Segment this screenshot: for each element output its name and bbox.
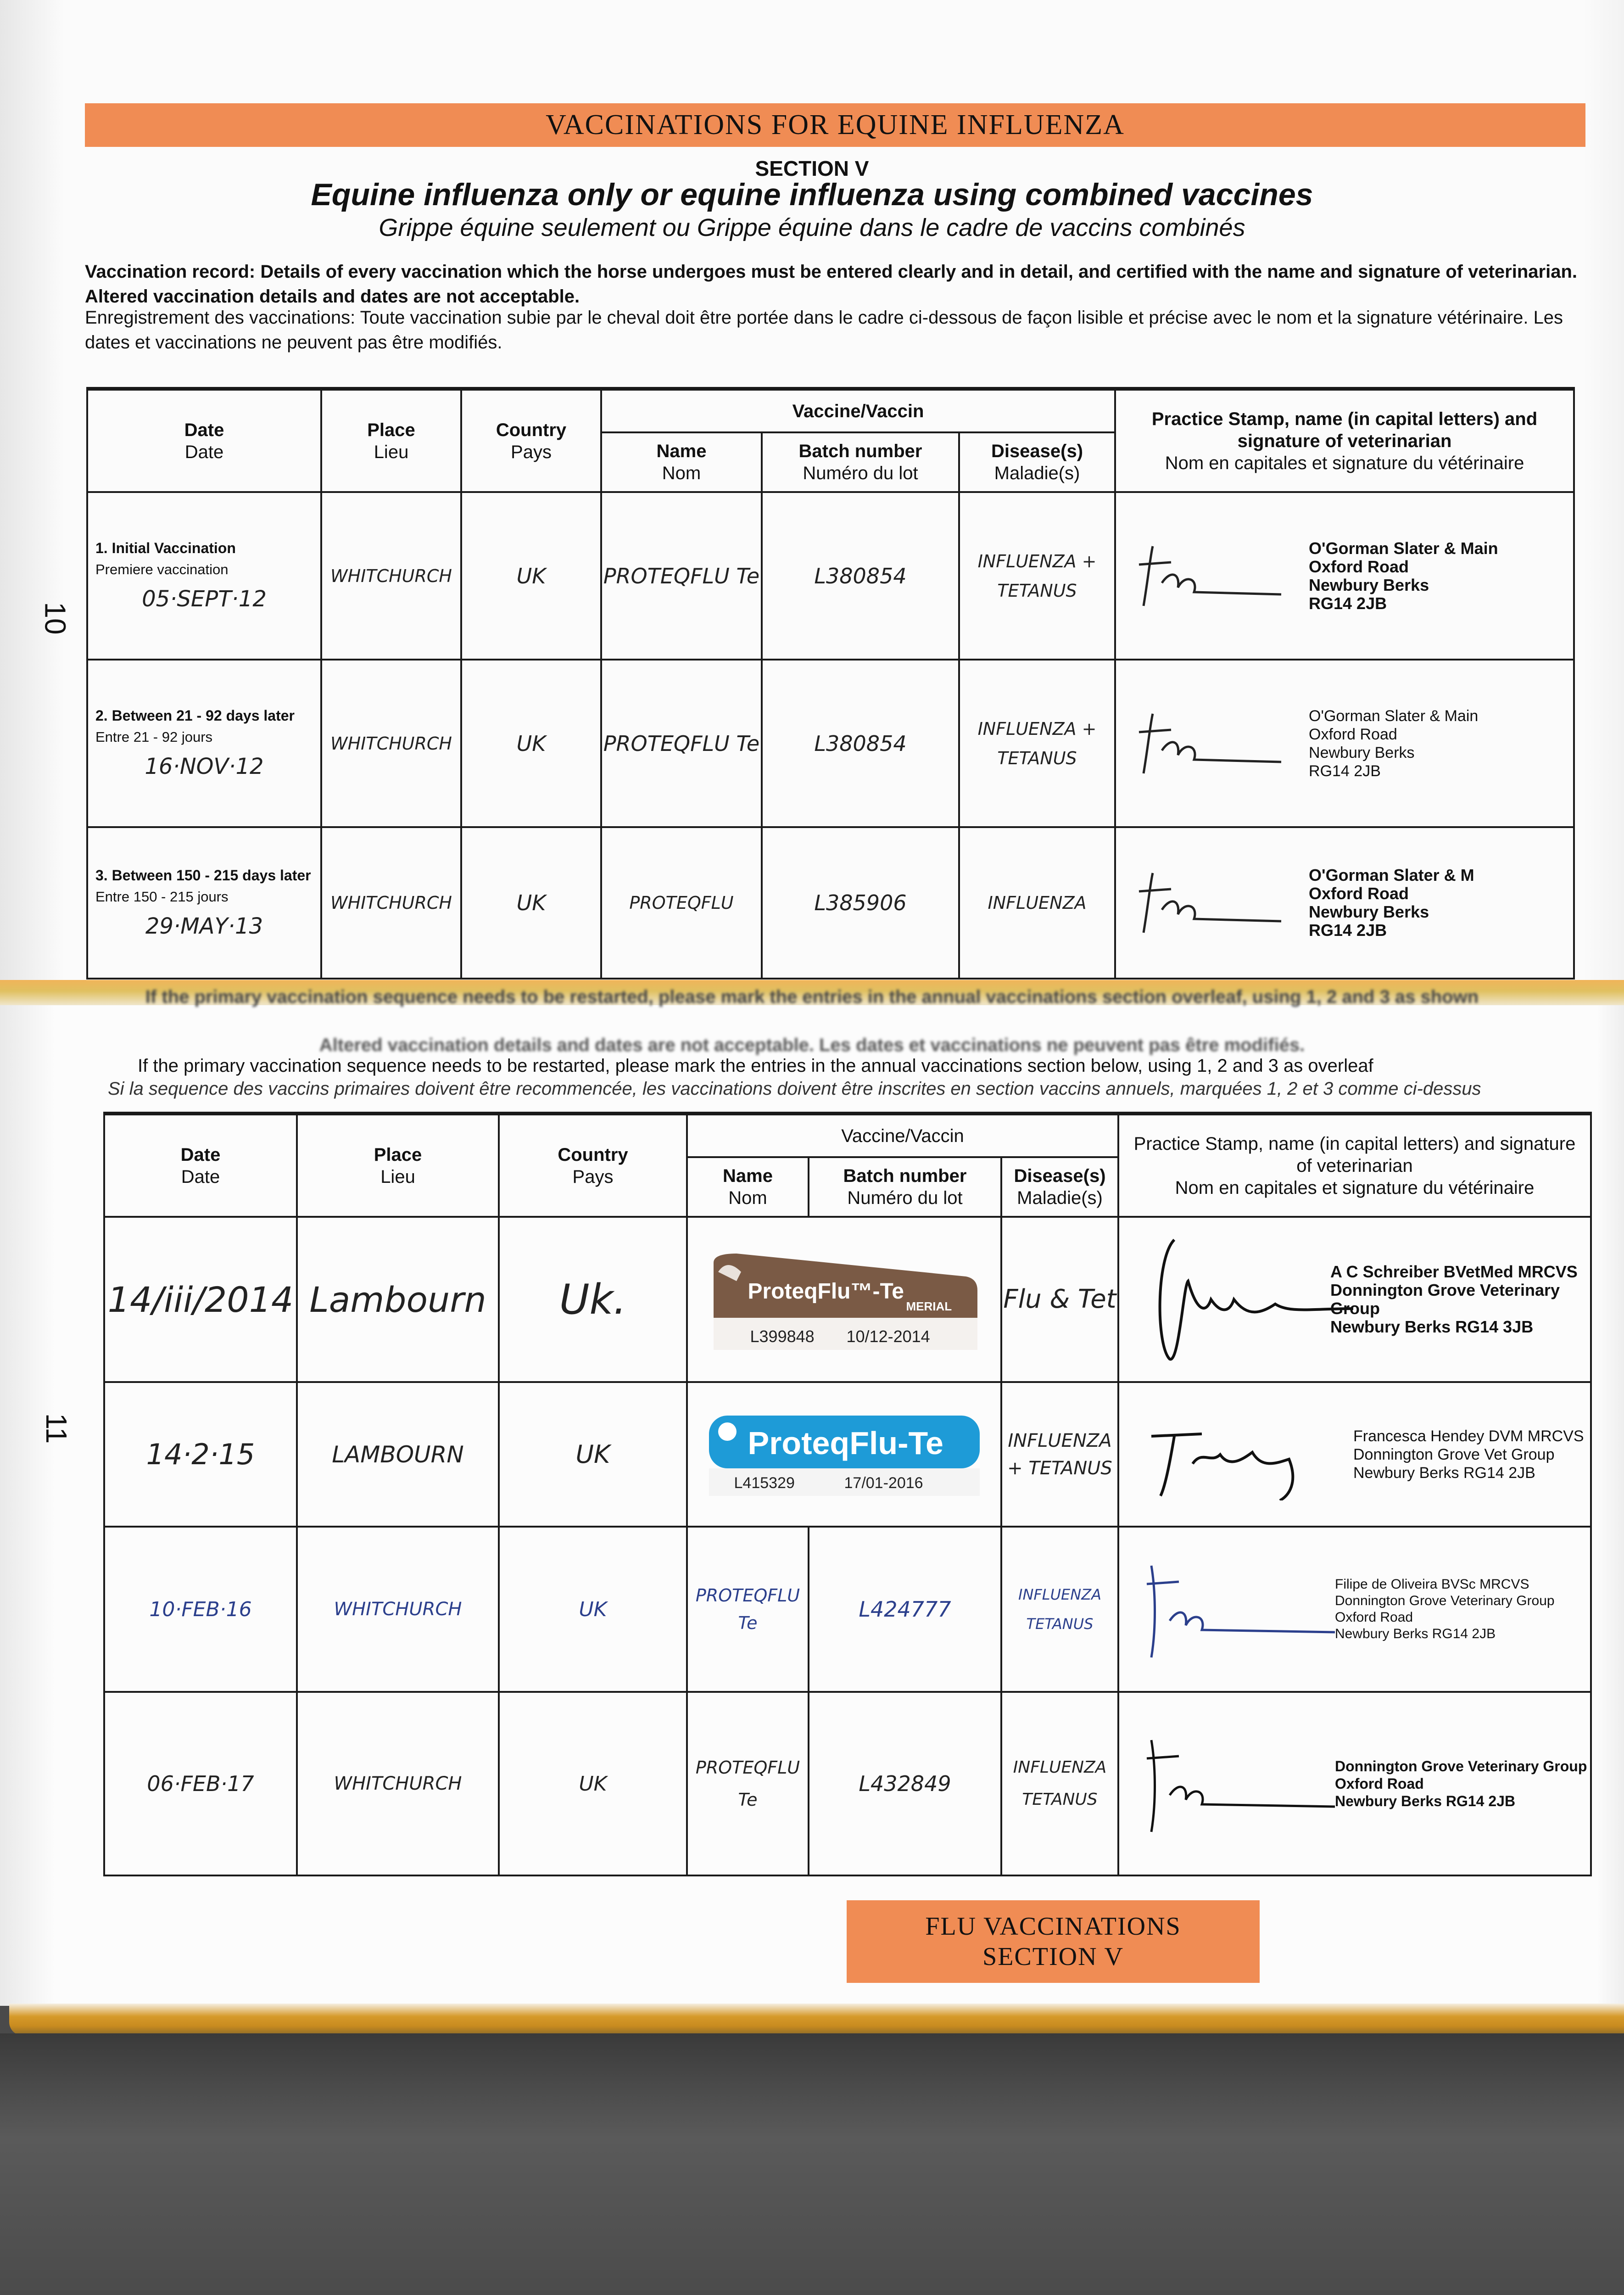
section-heading: SECTION V [755,157,869,180]
table-row [87,492,1574,660]
date-cell [87,492,321,660]
disease-cell: Flu & Tet [1001,1217,1118,1382]
vaccination-date: 29·MAY·13 [145,913,263,939]
sticker-brand: ProteqFlu™-Te [748,1279,904,1304]
vaccine-batch-sticker [709,1249,980,1350]
batch-cell: L432849 [809,1692,1001,1875]
row-sublabel: Premiere vaccination [95,561,229,577]
restart-instructions-en: If the primary vaccination sequence needs to be restarted, please mark the entries in the annual vaccinations section below, using 1, 2 and 3 as overleaf [138,1056,1373,1076]
record-instructions-fr: Enregistrement des vaccinations: Toute vaccination subie par le cheval doit être portée dans le cadre ci-dessous de façon lisible et précise avec le nom et la signature vétérinaire. Les dates et vaccinations ne peuvent pas être modifiés. [85,308,1563,353]
section-footer-banner [847,1900,1260,1983]
disease-cell: INFLUENZA + TETANUS [1001,1382,1118,1527]
table-row [87,660,1574,827]
annual-vaccination-table [103,1112,1592,1876]
sticker-exp: 10/12-2014 [846,1327,930,1346]
page-number: 11 [40,1413,73,1444]
vaccine-name-cell: PROTEQFLU [601,827,762,979]
practice-stamp: Filipe de Oliveira BVSc MRCVS Donnington Grove Veterinary Group Oxford Road Newbury Berks RG14 2JB [1335,1577,1555,1641]
disease-cell: INFLUENZA [959,827,1115,979]
vet-signature [1138,1731,1339,1836]
practice-stamp: O'Gorman Slater & Main Oxford Road Newbury Berks RG14 2JB [1309,538,1498,613]
practice-cell [1118,1527,1591,1692]
col-place: Place Lieu [297,1114,499,1217]
place-cell: WHITCHURCH [321,660,461,827]
vaccination-date: 14/iii/2014 [104,1217,297,1382]
practice-stamp: O'Gorman Slater & M Oxford Road Newbury Berks RG14 2JB [1309,866,1474,940]
col-country: Country Pays [499,1114,687,1217]
table-row [104,1527,1591,1692]
date-cell [87,660,321,827]
col-vaccine: Vaccine/Vaccin [687,1114,1118,1157]
country-cell: UK [461,660,601,827]
page-number: 10 [39,602,72,635]
row-label: 2. Between 21 - 92 days later [95,707,295,724]
row-label: 3. Between 150 - 215 days later [95,867,311,884]
practice-stamp: O'Gorman Slater & Main Oxford Road Newbury Berks RG14 2JB [1309,707,1479,780]
disease-cell: INFLUENZA + TETANUS [959,660,1115,827]
sticker-lot: L415329 [734,1474,795,1492]
vaccination-date: 16·NOV·12 [145,754,264,779]
section-banner: VACCINATIONS FOR EQUINE INFLUENZA [85,103,1585,147]
footer-banner-line2: SECTION V [982,1942,1124,1971]
vaccination-date: 10·FEB·16 [104,1527,297,1692]
row-sublabel: Entre 150 - 215 jours [95,888,229,905]
col-disease: Disease(s) Maladie(s) [959,432,1115,492]
country-cell: UK [499,1692,687,1875]
bleed-through-text: If the primary vaccination sequence needs to be restarted, please mark the entries in the annual vaccinations section overleaf, using 1, 2 and 3 as shown [145,987,1479,1007]
place-cell: LAMBOURN [297,1382,499,1527]
col-place: Place Lieu [321,389,461,492]
place-cell: WHITCHURCH [297,1527,499,1692]
page-10 [0,0,1624,1005]
col-date: Date Date [104,1114,297,1217]
table-row [87,827,1574,979]
country-cell: UK [499,1382,687,1527]
vaccine-sticker-cell [687,1217,1001,1382]
batch-cell: L424777 [809,1527,1001,1692]
vet-signature [1138,1231,1358,1368]
primary-vaccination-table [86,387,1575,980]
vaccine-sticker-cell [687,1382,1001,1527]
vaccine-name-cell: PROTEQFLU Te [687,1692,809,1875]
vaccine-batch-sticker [707,1413,982,1496]
vaccine-name-cell: PROTEQFLU Te [601,660,762,827]
disease-cell: INFLUENZA TETANUS [1001,1692,1118,1875]
col-date: Date Date [87,389,321,492]
col-practice: Practice Stamp, name (in capital letters) and signature of veterinarian Nom en capitales et signature du vétérinaire [1118,1114,1591,1217]
vaccination-date: 05·SEPT·12 [142,586,267,612]
record-instructions-en: Vaccination record: Details of every vaccination which the horse undergoes must be entered clearly and in detail, and certified with the name and signature of veterinarian. Altered vaccination details and dates are not acceptable. [85,262,1577,307]
vet-signature [1134,705,1290,783]
practice-cell [1115,492,1574,660]
col-batch: Batch number Numéro du lot [809,1157,1001,1217]
restart-instructions-fr: Si la sequence des vaccins primaires doivent être recommencée, les vaccinations doivent être inscrites en section vaccins annuels, marquées 1, 2 et 3 comme ci-dessus [108,1079,1481,1099]
country-cell: UK [461,492,601,660]
table-row [104,1382,1591,1527]
scanner-background [0,2033,1624,2295]
vet-signature [1138,1556,1339,1662]
date-cell [87,827,321,979]
book-cover-edge [9,2004,1624,2036]
footer-banner-line1: FLU VACCINATIONS [925,1912,1181,1941]
practice-cell [1118,1217,1591,1382]
page-title: Equine influenza only or equine influenza using combined vaccines [311,177,1313,212]
col-practice: Practice Stamp, name (in capital letters) and signature of veterinarian Nom en capitales et signature du vétérinaire [1115,389,1574,492]
sticker-maker: MERIAL [906,1299,952,1313]
col-disease: Disease(s) Maladie(s) [1001,1157,1118,1217]
sticker-brand: ProteqFlu-Te [748,1425,943,1461]
batch-cell: L380854 [762,492,959,660]
col-vaccine: Vaccine/Vaccin [601,389,1115,432]
vaccine-name-cell: PROTEQFLU Te [601,492,762,660]
batch-cell: L385906 [762,827,959,979]
vaccination-date: 14·2·15 [104,1382,297,1527]
place-cell: WHITCHURCH [321,492,461,660]
country-cell: UK [499,1527,687,1692]
col-batch: Batch number Numéro du lot [762,432,959,492]
col-name: Name Nom [601,432,762,492]
bleed-through-text: Altered vaccination details and dates are not acceptable. Les dates et vaccinations ne peuvent pas être modifiés. [319,1035,1305,1055]
country-cell: Uk. [499,1217,687,1382]
col-name: Name Nom [687,1157,809,1217]
practice-stamp: A C Schreiber BVetMed MRCVS Donnington Grove Veterinary Group Newbury Berks RG14 3JB [1330,1262,1578,1336]
place-cell: WHITCHURCH [297,1692,499,1875]
vet-signature [1134,864,1290,942]
country-cell: UK [461,827,601,979]
practice-cell [1118,1382,1591,1527]
vaccination-date: 06·FEB·17 [104,1692,297,1875]
page-subtitle: Grippe équine seulement ou Grippe équine dans le cadre de vaccins combinés [379,214,1245,241]
practice-stamp: Donnington Grove Veterinary Group Oxford Road Newbury Berks RG14 2JB [1335,1758,1587,1809]
place-cell: WHITCHURCH [321,827,461,979]
practice-cell [1118,1692,1591,1875]
row-sublabel: Entre 21 - 92 jours [95,729,213,745]
practice-cell [1115,660,1574,827]
vaccine-name-cell: PROTEQFLU Te [687,1527,809,1692]
place-cell: Lambourn [297,1217,499,1382]
disease-cell: INFLUENZA TETANUS [1001,1527,1118,1692]
vet-signature [1134,537,1290,615]
practice-stamp: Francesca Hendey DVM MRCVS Donnington Grove Vet Group Newbury Berks RG14 2JB [1353,1427,1584,1482]
sticker-exp: 17/01-2016 [844,1474,923,1492]
disease-cell: INFLUENZA + TETANUS [959,492,1115,660]
col-country: Country Pays [461,389,601,492]
vet-signature [1138,1409,1321,1500]
row-label: 1. Initial Vaccination [95,540,236,556]
table-row [104,1692,1591,1875]
practice-cell [1115,827,1574,979]
batch-cell: L380854 [762,660,959,827]
table-row [104,1217,1591,1382]
sticker-lot: L399848 [750,1327,815,1346]
